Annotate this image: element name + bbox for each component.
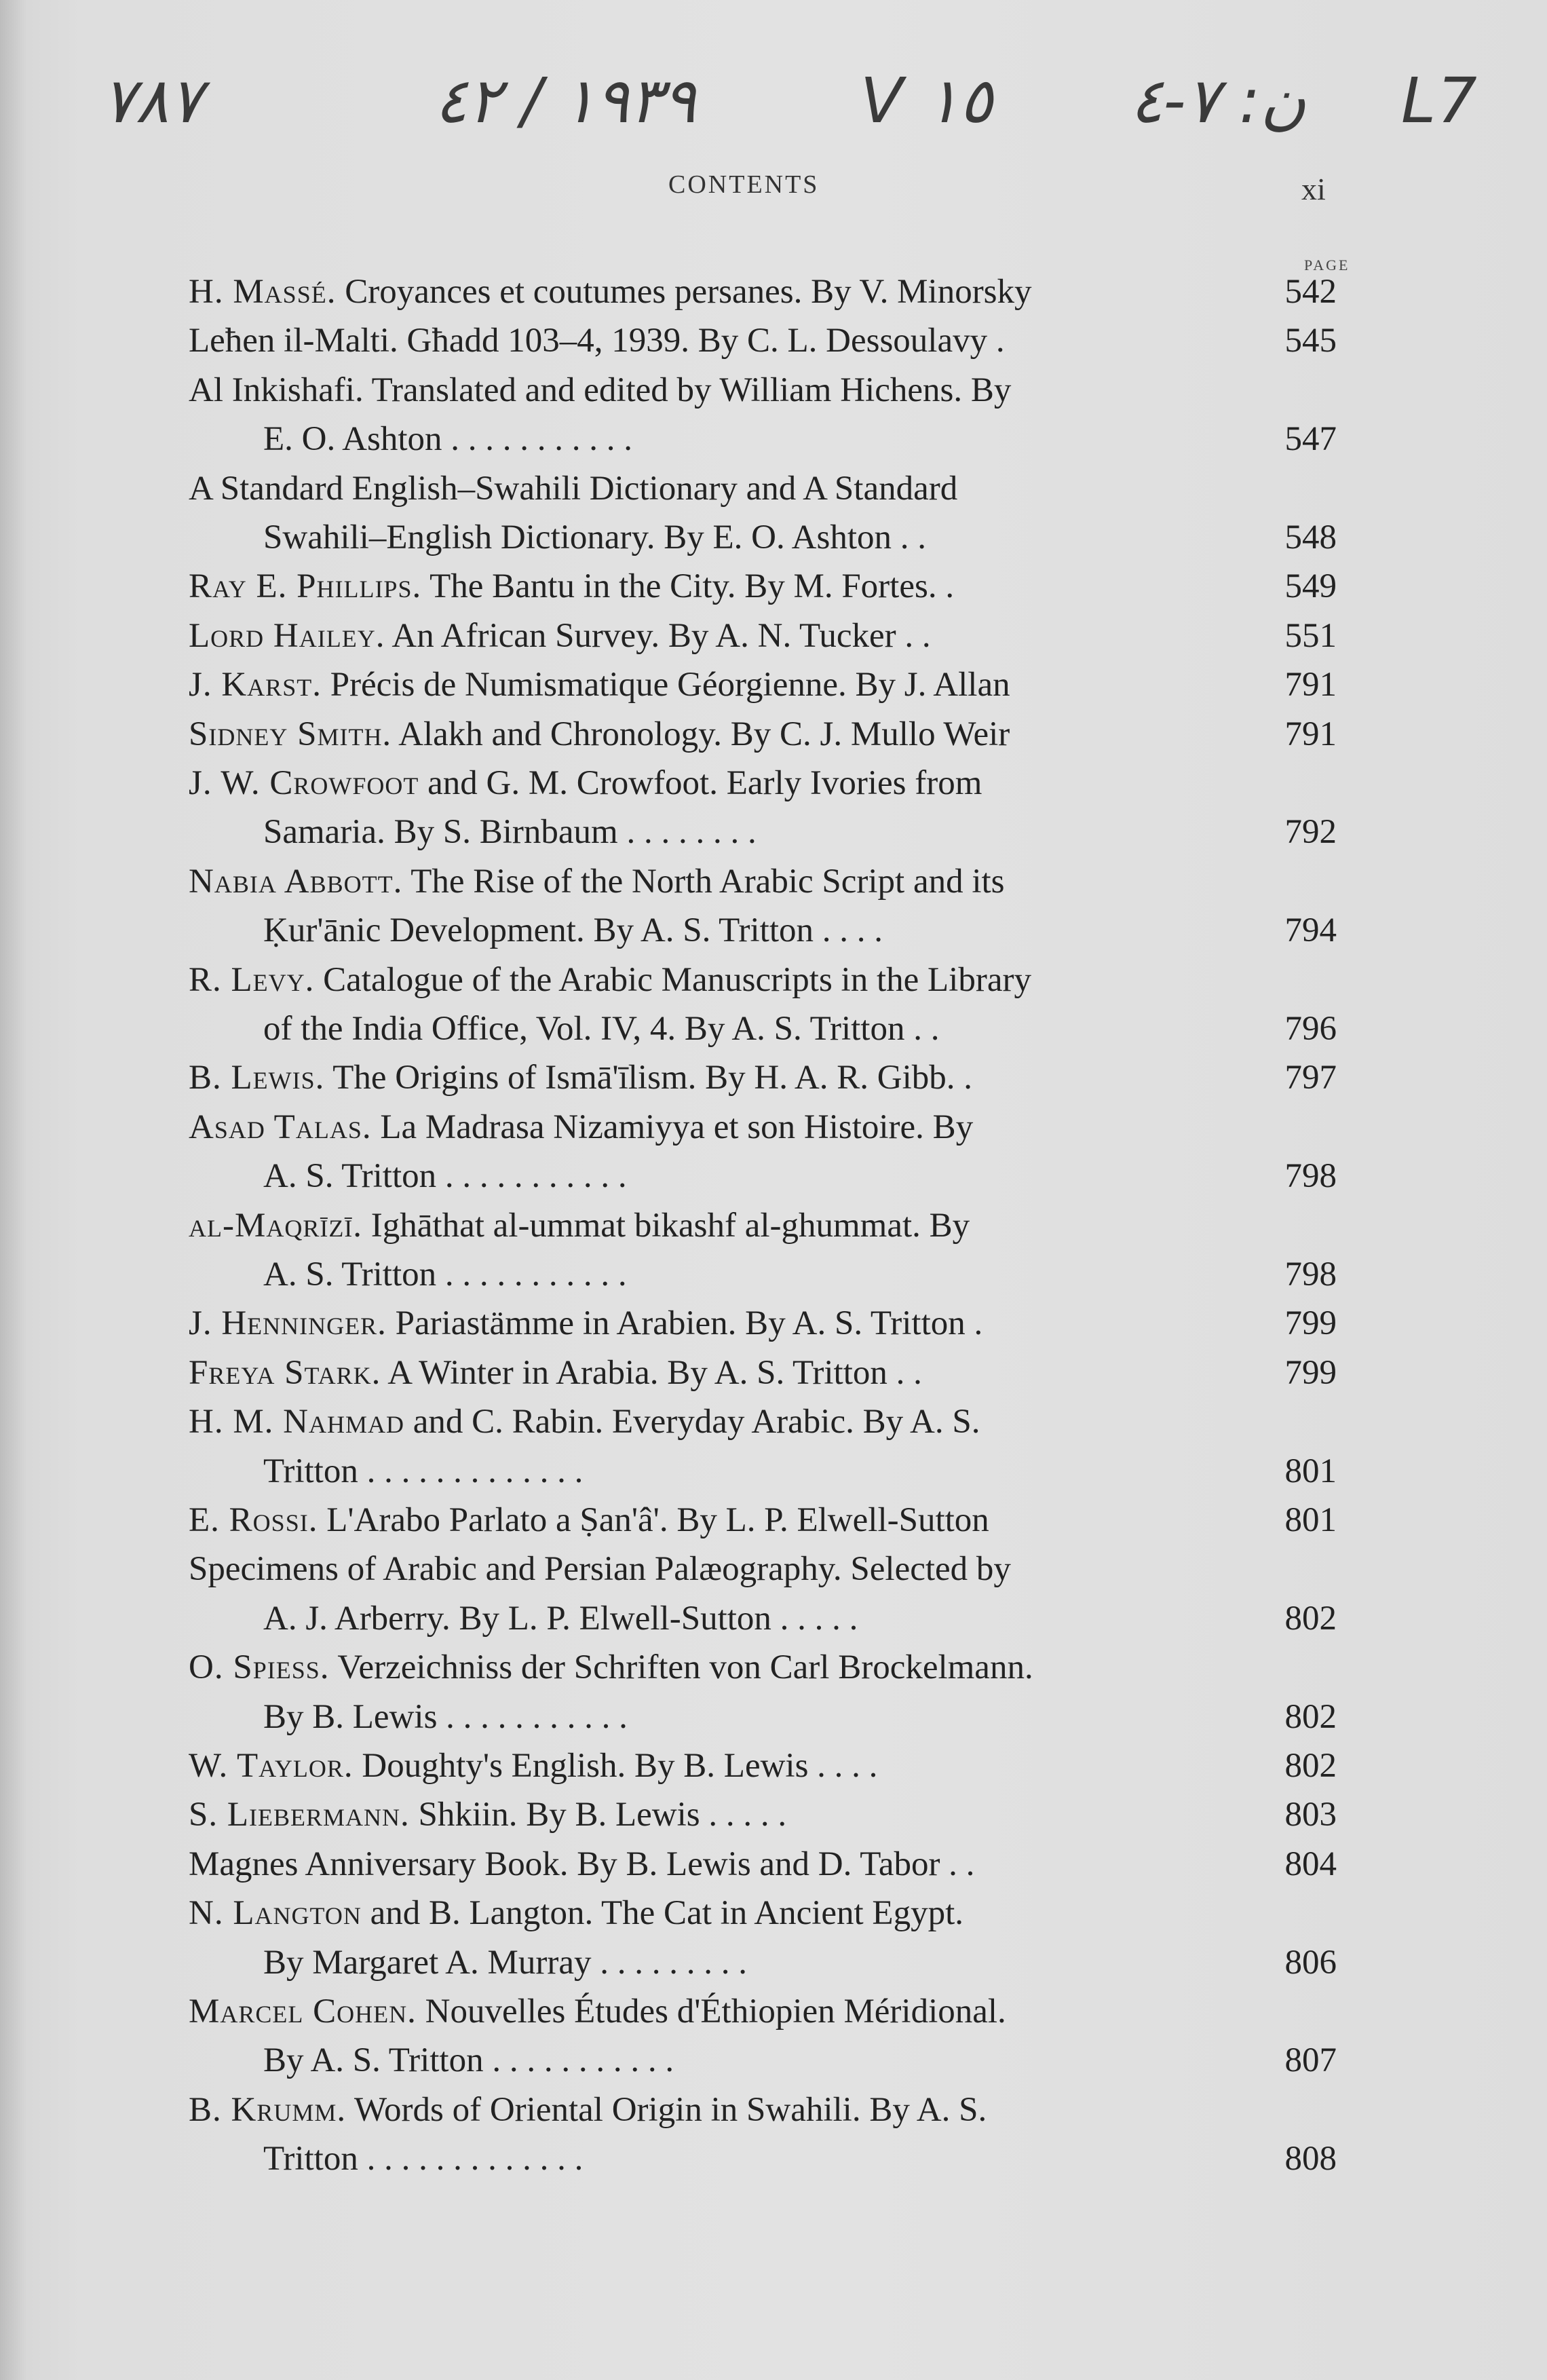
- toc-entry-page: 808: [1284, 2140, 1337, 2178]
- toc-entry-author: R. Levy.: [189, 961, 315, 999]
- toc-entry-text: A. J. Arberry. By L. P. Elwell-Sutton . . . . .: [263, 1600, 858, 1638]
- toc-entry-text: A Standard English–Swahili Dictionary and A Standard: [189, 470, 958, 508]
- toc-entry-page: 545: [1284, 322, 1337, 360]
- toc-entry-line: [263, 812, 1223, 852]
- toc-entry-line: [263, 1697, 1223, 1737]
- toc-entry-page: 798: [1284, 1157, 1337, 1195]
- toc-entry-page: 797: [1284, 1059, 1337, 1097]
- page-number: xi: [1301, 172, 1326, 206]
- toc-entry-author: Nabia Abbott.: [189, 863, 403, 901]
- toc-entry-text: Précis de Numismatique Géorgienne. By J. Allan: [330, 666, 1010, 704]
- toc-entry-line: [189, 1401, 1223, 1442]
- toc-entry-text: A Winter in Arabia. By A. S. Tritton . .: [387, 1354, 922, 1392]
- toc-entry-line: [189, 1057, 1223, 1098]
- toc-entry-line: [189, 2090, 1223, 2130]
- toc-entry-line: [189, 616, 1223, 656]
- toc-entry-page: 801: [1284, 1452, 1337, 1490]
- handwritten-note-5: L7: [1401, 64, 1478, 137]
- toc-entry-page: 547: [1284, 420, 1337, 458]
- toc-entry-line: [263, 1254, 1223, 1295]
- toc-entry-author: Lord Hailey.: [189, 617, 385, 655]
- toc-entry-line: [189, 1549, 1223, 1589]
- toc-entry-text: The Rise of the North Arabic Script and its: [410, 863, 1005, 901]
- toc-entry-page: 799: [1284, 1354, 1337, 1392]
- toc-entry-text: Ḳur'ānic Development. By A. S. Tritton . . . .: [263, 911, 883, 949]
- toc-entry-page: 802: [1284, 1747, 1337, 1785]
- toc-entry-page: 549: [1284, 567, 1337, 605]
- toc-entry-line: [189, 1745, 1223, 1786]
- toc-entry-text: By A. S. Tritton . . . . . . . . . . .: [263, 2041, 674, 2079]
- toc-entry-page: 548: [1284, 518, 1337, 556]
- toc-entry-line: [189, 1353, 1223, 1393]
- toc-entry-text: Shkiin. By B. Lewis . . . . .: [418, 1796, 787, 1834]
- toc-entry-line: [263, 1156, 1223, 1196]
- toc-entry-author: B. Lewis.: [189, 1059, 325, 1097]
- toc-entry-author: J. W. Crowfoot: [189, 764, 419, 802]
- toc-entry-text: Catalogue of the Arabic Manuscripts in the Library: [323, 961, 1031, 999]
- toc-entry-line: [189, 714, 1223, 755]
- toc-entry-line: [189, 763, 1223, 804]
- toc-entry-line: [263, 419, 1223, 459]
- toc-entry-text: Magnes Anniversary Book. By B. Lewis and D. Tabor . .: [189, 1845, 975, 1883]
- toc-entry-line: [189, 566, 1223, 607]
- toc-entry-author: O. Spiess.: [189, 1648, 330, 1686]
- toc-entry-line: [189, 320, 1223, 361]
- toc-entry-text: Swahili–English Dictionary. By E. O. Ashton . .: [263, 518, 926, 556]
- toc-entry-author: J. Henninger.: [189, 1304, 387, 1342]
- toc-entry-text: Croyances et coutumes persanes. By V. Minorsky: [345, 273, 1032, 311]
- toc-entry-line: [189, 1107, 1223, 1148]
- toc-entry-author: B. Krumm.: [189, 2091, 347, 2129]
- toc-entry-text: Nouvelles Études d'Éthiopien Méridional.: [425, 1992, 1006, 2030]
- toc-entry-text: L'Arabo Parlato a Ṣan'â'. By L. P. Elwell-Sutton: [326, 1501, 989, 1539]
- toc-entry-line: [189, 1303, 1223, 1344]
- toc-entry-author: J. Karst.: [189, 666, 322, 704]
- toc-entry-text: E. O. Ashton . . . . . . . . . . .: [263, 420, 633, 458]
- toc-entry-line: [189, 1844, 1223, 1885]
- toc-entry-line: [263, 1451, 1223, 1492]
- toc-entry-page: 803: [1284, 1796, 1337, 1834]
- toc-entry-page: 802: [1284, 1698, 1337, 1736]
- toc-entry-author: H. Massé.: [189, 273, 337, 311]
- toc-entry-page: 807: [1284, 2041, 1337, 2079]
- toc-entry-page: 806: [1284, 1944, 1337, 1982]
- toc-entry-author: Marcel Cohen.: [189, 1992, 417, 2030]
- toc-entry-line: [263, 2040, 1223, 2081]
- toc-entry-line: [189, 271, 1223, 312]
- page-column-label: PAGE: [1304, 257, 1350, 273]
- toc-entry-text: A. S. Tritton . . . . . . . . . . .: [263, 1255, 627, 1293]
- toc-entry-page: 542: [1284, 273, 1337, 311]
- handwritten-note-3: V ١٥: [860, 64, 993, 137]
- toc-entry-line: [263, 1008, 1223, 1049]
- toc-entry-author: N. Langton: [189, 1894, 362, 1932]
- toc-entry-text: Specimens of Arabic and Persian Palæography. Selected by: [189, 1550, 1011, 1588]
- toc-entry-text: Verzeichniss der Schriften von Carl Brockelmann.: [337, 1648, 1033, 1686]
- toc-entry-page: 796: [1284, 1010, 1337, 1048]
- toc-entry-line: [189, 1794, 1223, 1835]
- toc-entry-text: and G. M. Crowfoot. Early Ivories from: [427, 764, 982, 802]
- toc-entry-text: Tritton . . . . . . . . . . . . .: [263, 2140, 584, 2178]
- toc-entry-text: By B. Lewis . . . . . . . . . . .: [263, 1698, 628, 1736]
- toc-entry-text: of the India Office, Vol. IV, 4. By A. S. Tritton . .: [263, 1010, 940, 1048]
- toc-entry-line: [189, 370, 1223, 411]
- toc-entry-page: 801: [1284, 1501, 1337, 1539]
- toc-entry-author: E. Rossi.: [189, 1501, 318, 1539]
- toc-entry-text: Pariastämme in Arabien. By A. S. Tritton .: [395, 1304, 983, 1342]
- toc-entry-page: 802: [1284, 1600, 1337, 1638]
- toc-entry-line: [189, 960, 1223, 1000]
- toc-entry-text: Ighāthat al-ummat bikashf al-ghummat. By: [370, 1207, 970, 1245]
- toc-entry-line: [189, 1893, 1223, 1933]
- toc-entry-text: Alakh and Chronology. By C. J. Mullo Weir: [398, 715, 1010, 753]
- toc-entry-author: H. M. Nahmad: [189, 1403, 405, 1441]
- toc-entry-page: 799: [1284, 1304, 1337, 1342]
- toc-entry-text: Doughty's English. By B. Lewis . . . .: [362, 1747, 878, 1785]
- toc-entry-text: By Margaret A. Murray . . . . . . . . .: [263, 1944, 747, 1982]
- toc-entry-line: [189, 861, 1223, 902]
- handwritten-note-2: ١٩٣٩ / ٤٢: [434, 64, 696, 137]
- toc-entry-line: [189, 468, 1223, 509]
- toc-entry-line: [263, 1598, 1223, 1639]
- toc-entry-text: Al Inkishafi. Translated and edited by William Hichens. By: [189, 371, 1012, 409]
- toc-entry-page: 792: [1284, 813, 1337, 851]
- toc-entry-text: and B. Langton. The Cat in Ancient Egypt.: [370, 1894, 963, 1932]
- toc-entry-author: Ray E. Phillips.: [189, 567, 422, 605]
- toc-entry-page: 804: [1284, 1845, 1337, 1883]
- running-head: CONTENTS: [668, 170, 820, 199]
- toc-entry-text: Words of Oriental Origin in Swahili. By A. S.: [354, 2091, 987, 2129]
- toc-entry-line: [189, 1205, 1223, 1246]
- toc-entry-line: [263, 517, 1223, 558]
- toc-entry-author: al-Maqrīzī.: [189, 1207, 363, 1245]
- toc-entry-text: The Bantu in the City. By M. Fortes. .: [429, 567, 955, 605]
- toc-entry-page: 791: [1284, 666, 1337, 704]
- toc-entry-author: Freya Stark.: [189, 1354, 381, 1392]
- toc-entry-text: and C. Rabin. Everyday Arabic. By A. S.: [413, 1403, 980, 1441]
- toc-entry-line: [189, 664, 1223, 705]
- toc-entry-page: 794: [1284, 911, 1337, 949]
- handwritten-note-4: ن: ٧-٤: [1130, 64, 1306, 137]
- toc-entry-line: [189, 1647, 1223, 1688]
- toc-entry-text: Tritton . . . . . . . . . . . . .: [263, 1452, 584, 1490]
- toc-entry-text: An African Survey. By A. N. Tucker . .: [391, 617, 931, 655]
- toc-entry-text: The Origins of Ismā'īlism. By H. A. R. Gibb. .: [332, 1059, 973, 1097]
- toc-entry-line: [263, 910, 1223, 951]
- toc-entry-text: Samaria. By S. Birnbaum . . . . . . . .: [263, 813, 757, 851]
- toc-entry-line: [189, 1991, 1223, 2032]
- toc-entry-text: A. S. Tritton . . . . . . . . . . .: [263, 1157, 627, 1195]
- toc-entry-text: La Madrasa Nizamiyya et son Histoire. By: [380, 1108, 974, 1146]
- toc-entry-text: Leħen il-Malti. Għadd 103–4, 1939. By C. L. Dessoulavy .: [189, 322, 1005, 360]
- toc-entry-page: 551: [1284, 617, 1337, 655]
- toc-entry-author: W. Taylor.: [189, 1747, 354, 1785]
- toc-entry-page: 798: [1284, 1255, 1337, 1293]
- toc-entry-line: [263, 2138, 1223, 2179]
- toc-entry-author: Asad Talas.: [189, 1108, 372, 1146]
- toc-entry-page: 791: [1284, 715, 1337, 753]
- toc-entry-author: Sidney Smith.: [189, 715, 392, 753]
- toc-entry-line: [189, 1500, 1223, 1541]
- toc-entry-author: S. Liebermann.: [189, 1796, 410, 1834]
- toc-entry-line: [263, 1942, 1223, 1983]
- handwritten-note-1: ٧٨٧: [102, 64, 203, 137]
